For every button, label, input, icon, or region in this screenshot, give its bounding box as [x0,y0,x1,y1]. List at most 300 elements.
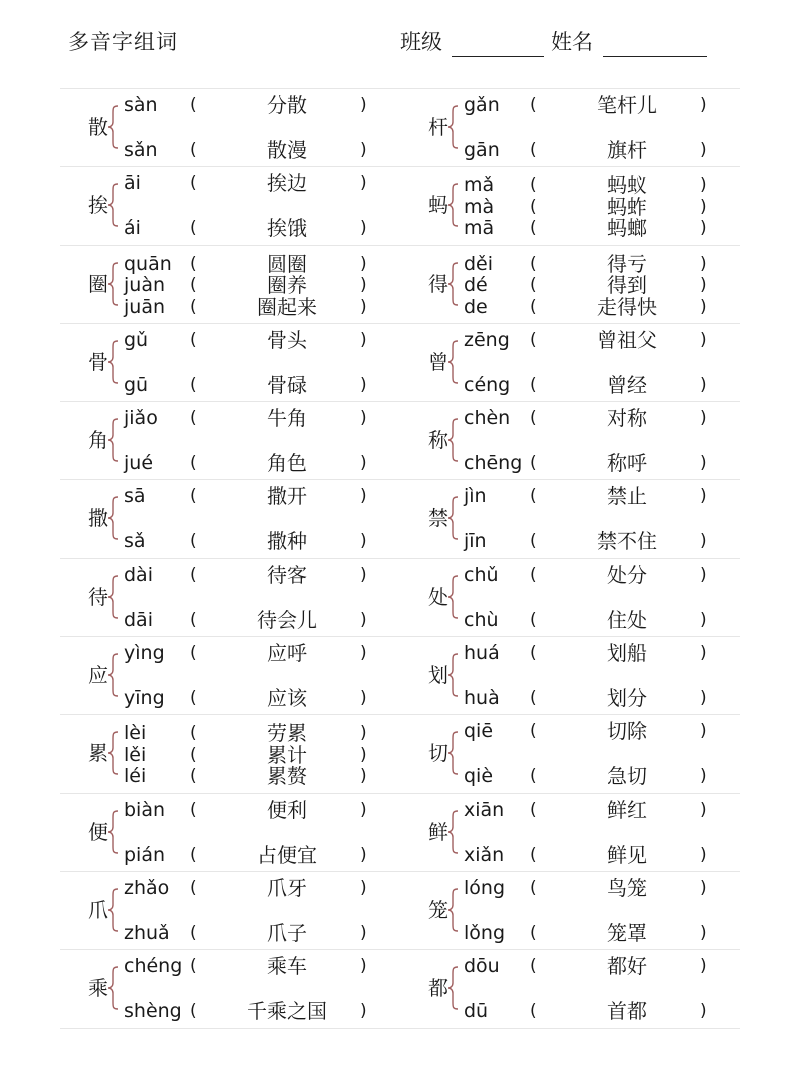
pinyin: quān [124,252,172,275]
close-paren: ) [360,140,367,160]
pinyin: chēng [464,452,523,475]
polyphone-entry [60,246,400,323]
open-paren: ( [530,688,537,709]
word-answer[interactable]: 骨碌 [267,372,307,397]
reading-line [464,563,734,587]
polyphone-entry [400,637,740,714]
polyphone-entry [60,402,400,479]
reading-line [464,529,734,553]
open-paren: ( [190,723,197,744]
open-paren: ( [190,95,197,115]
reading-line [124,999,394,1023]
close-paren: ) [360,1001,367,1022]
pinyin: yìng [124,642,165,665]
close-paren: ) [360,531,367,552]
curly-brace-icon [446,340,460,384]
close-paren: ) [700,956,707,977]
word-answer[interactable]: 待会儿 [257,607,317,632]
pinyin: juàn [124,274,166,297]
close-paren: ) [700,453,707,474]
open-paren: ( [190,218,197,239]
open-paren: ( [190,275,197,296]
word-answer[interactable]: 圆圈 [267,251,307,276]
reading-line [464,195,734,219]
open-paren: ( [530,877,537,898]
open-paren: ( [190,564,197,585]
table-row [60,794,740,872]
word-answer[interactable]: 撒种 [267,529,307,554]
word-answer[interactable]: 都好 [607,954,647,979]
open-paren: ( [190,688,197,709]
pinyin: lóng [464,876,506,899]
reading-line [464,764,734,788]
pinyin: lǒng [464,921,506,944]
reading-line [464,719,734,743]
polyphone-character: 圈 [88,271,108,296]
close-paren: ) [700,296,707,317]
reading-line [124,921,394,945]
word-answer[interactable]: 鸟笼 [607,875,647,900]
open-paren: ( [190,173,197,194]
pinyin: xiǎn [464,843,505,866]
polyphone-character: 得 [428,271,448,296]
open-paren: ( [190,956,197,977]
pinyin: zēng [464,328,510,351]
pinyin: lěi [124,743,147,766]
word-answer[interactable]: 划分 [607,686,647,711]
pinyin: qiē [464,720,494,743]
polyphone-character: 划 [428,663,448,688]
word-answer[interactable]: 对称 [607,406,647,431]
table-row [60,324,740,402]
reading-line [124,216,394,240]
word-answer[interactable]: 走得快 [597,294,657,319]
curly-brace-icon [446,888,460,932]
reading-line [464,451,734,475]
word-answer[interactable]: 处分 [607,562,647,587]
close-paren: ) [360,799,367,820]
close-paren: ) [700,1001,707,1022]
close-paren: ) [360,877,367,898]
pinyin: huà [464,687,500,710]
polyphone-entry [60,794,400,871]
curly-brace-icon [106,653,120,697]
polyphone-entry [60,715,400,792]
reading-line [464,328,734,352]
reading-line [464,216,734,240]
polyphone-character: 便 [88,819,108,844]
pinyin: gǎn [464,94,500,116]
polyphone-entry [400,324,740,401]
pinyin: mà [464,195,495,218]
open-paren: ( [190,374,197,395]
open-paren: ( [190,329,197,350]
word-answer[interactable]: 称呼 [607,451,647,476]
curly-brace-icon [106,888,120,932]
open-paren: ( [190,453,197,474]
open-paren: ( [530,275,537,296]
pinyin: āi [124,172,141,195]
table-row [60,246,740,324]
open-paren: ( [530,766,537,787]
open-paren: ( [530,844,537,865]
polyphone-entry [60,950,400,1027]
polyphone-entry [60,637,400,714]
close-paren: ) [700,275,707,296]
close-paren: ) [700,609,707,630]
close-paren: ) [700,564,707,585]
word-answer[interactable]: 曾经 [607,372,647,397]
reading-line [464,273,734,297]
reading-line [464,373,734,397]
close-paren: ) [700,643,707,664]
word-answer[interactable]: 住处 [607,607,647,632]
polyphone-entry [60,480,400,557]
word-answer[interactable]: 散漫 [267,138,307,162]
word-answer[interactable]: 鲜见 [607,842,647,867]
open-paren: ( [530,175,537,196]
pinyin: dài [124,563,153,586]
open-paren: ( [190,296,197,317]
table-row [60,950,740,1028]
reading-line [464,93,734,117]
pinyin: jìn [464,485,487,508]
open-paren: ( [530,643,537,664]
reading-line [124,295,394,319]
reading-line [464,173,734,197]
open-paren: ( [530,564,537,585]
close-paren: ) [360,253,367,274]
word-answer[interactable]: 蚂螂 [607,216,647,241]
polyphone-entry [400,715,740,792]
word-answer[interactable]: 蚂蚁 [607,173,647,198]
polyphone-entry [400,559,740,636]
polyphone-character: 都 [428,976,448,1001]
open-paren: ( [530,253,537,274]
close-paren: ) [700,408,707,429]
pinyin: chù [464,608,499,631]
close-paren: ) [360,688,367,709]
polyphone-character: 散 [88,115,108,139]
polyphone-character: 鲜 [428,819,448,844]
open-paren: ( [190,744,197,765]
word-answer[interactable]: 得亏 [607,251,647,276]
polyphone-entry [400,950,740,1027]
close-paren: ) [700,175,707,196]
curly-brace-icon [446,183,460,227]
polyphone-entry [60,167,400,244]
word-answer[interactable]: 挨边 [267,171,307,196]
pinyin: ái [124,217,141,240]
reading-line [124,608,394,632]
pinyin: mā [464,217,495,240]
reading-line [124,843,394,867]
curly-brace-icon [106,496,120,540]
open-paren: ( [190,408,197,429]
polyphone-entry [400,794,740,871]
close-paren: ) [360,329,367,350]
curly-brace-icon [106,183,120,227]
polyphone-character: 笼 [428,897,448,922]
pinyin: juān [124,295,166,318]
reading-line [464,608,734,632]
polyphone-entry [60,324,400,401]
close-paren: ) [700,218,707,239]
pinyin: yīng [124,687,165,710]
pinyin: sǎn [124,139,158,161]
open-paren: ( [190,643,197,664]
reading-line [124,451,394,475]
reading-line [124,328,394,352]
reading-line [464,921,734,945]
polyphone-character: 乘 [88,976,108,1001]
word-answer[interactable]: 挨饿 [267,216,307,241]
curly-brace-icon [106,731,120,775]
close-paren: ) [360,173,367,194]
word-answer[interactable]: 旗杆 [607,138,647,162]
reading-line [464,999,734,1023]
open-paren: ( [530,453,537,474]
pinyin: lèi [124,722,147,745]
pinyin: dōu [464,955,500,978]
open-paren: ( [530,922,537,943]
curly-brace-icon [446,653,460,697]
reading-line [124,563,394,587]
word-answer[interactable]: 劳累 [267,721,307,746]
close-paren: ) [700,688,707,709]
close-paren: ) [360,453,367,474]
open-paren: ( [190,486,197,507]
pinyin: de [464,295,488,318]
reading-line [124,529,394,553]
close-paren: ) [360,296,367,317]
curly-brace-icon [106,966,120,1010]
word-answer[interactable]: 应该 [267,686,307,711]
reading-line [124,641,394,665]
close-paren: ) [360,956,367,977]
word-answer[interactable]: 首都 [607,999,647,1024]
class-blank[interactable] [452,56,544,57]
open-paren: ( [190,799,197,820]
reading-line [124,743,394,767]
word-answer[interactable]: 蚂蚱 [607,194,647,219]
pinyin: huá [464,642,500,665]
reading-line [464,686,734,710]
pinyin: xiān [464,798,505,821]
word-answer[interactable]: 鲜红 [607,797,647,822]
open-paren: ( [530,609,537,630]
word-answer[interactable]: 划船 [607,641,647,666]
close-paren: ) [700,196,707,217]
table-row [60,480,740,558]
curly-brace-icon [106,262,120,306]
reading-line [124,721,394,745]
pinyin: céng [464,373,511,396]
curly-brace-icon [446,496,460,540]
word-answer[interactable]: 撒开 [267,484,307,509]
polyphone-character: 称 [428,428,448,453]
word-answer[interactable]: 乘车 [267,954,307,979]
word-answer[interactable]: 骨头 [267,327,307,352]
close-paren: ) [360,374,367,395]
open-paren: ( [530,95,537,115]
open-paren: ( [530,531,537,552]
polyphone-entry [400,402,740,479]
word-answer[interactable]: 待客 [267,562,307,587]
close-paren: ) [360,408,367,429]
pinyin: zhǎo [124,876,170,899]
pinyin: shèng [124,1000,182,1023]
polyphone-character: 角 [88,428,108,453]
polyphone-character: 处 [428,584,448,609]
table-row [60,715,740,793]
pinyin: jué [124,452,154,475]
pinyin: léi [124,765,147,788]
word-answer[interactable]: 爪牙 [267,875,307,900]
word-answer[interactable]: 禁不住 [597,529,657,554]
word-answer[interactable]: 切除 [607,719,647,744]
page-title: 多音字组词 [68,30,178,54]
reading-line [464,406,734,430]
reading-line [464,798,734,822]
polyphone-entry [400,246,740,323]
word-answer[interactable]: 圈起来 [257,294,317,319]
reading-line [464,252,734,276]
table-row [60,167,740,245]
word-answer[interactable]: 牛角 [267,406,307,431]
reading-line [464,484,734,508]
word-answer[interactable]: 分散 [267,93,307,117]
word-answer[interactable]: 累赘 [267,764,307,789]
polyphone-character: 待 [88,584,108,609]
pinyin: dāi [124,608,153,631]
pinyin: pián [124,843,166,866]
reading-line [124,876,394,900]
open-paren: ( [190,844,197,865]
open-paren: ( [190,877,197,898]
polyphone-entry [400,480,740,557]
close-paren: ) [700,844,707,865]
word-answer[interactable]: 角色 [267,451,307,476]
curly-brace-icon [106,340,120,384]
close-paren: ) [360,486,367,507]
reading-line [124,171,394,195]
pinyin: dé [464,274,488,297]
word-answer[interactable]: 占便宜 [257,842,317,867]
open-paren: ( [190,766,197,787]
pinyin: mǎ [464,174,495,197]
word-answer[interactable]: 应呼 [267,641,307,666]
polyphone-character: 爪 [88,897,108,922]
reading-line [124,373,394,397]
open-paren: ( [530,218,537,239]
curly-brace-icon [446,418,460,462]
close-paren: ) [360,766,367,787]
close-paren: ) [360,275,367,296]
word-answer[interactable]: 得到 [607,273,647,298]
open-paren: ( [530,408,537,429]
close-paren: ) [360,564,367,585]
pinyin: chéng [124,955,183,978]
polyphone-character: 杆 [428,115,448,139]
class-label: 班级 [400,30,442,54]
pinyin: jīn [464,530,487,553]
close-paren: ) [700,922,707,943]
word-answer[interactable]: 笔杆儿 [597,93,657,117]
open-paren: ( [190,922,197,943]
word-answer[interactable]: 千乘之国 [247,999,327,1024]
open-paren: ( [530,1001,537,1022]
curly-brace-icon [106,418,120,462]
word-answer[interactable]: 禁止 [607,484,647,509]
open-paren: ( [190,609,197,630]
open-paren: ( [190,531,197,552]
pinyin: gǔ [124,328,149,351]
open-paren: ( [190,253,197,274]
table-row [60,89,740,167]
polyphone-character: 切 [428,741,448,766]
polyphone-entry [400,89,740,166]
curly-brace-icon [446,575,460,619]
close-paren: ) [700,253,707,274]
close-paren: ) [700,877,707,898]
reading-line [124,252,394,276]
word-answer[interactable]: 累计 [267,742,307,767]
polyphone-entry [400,872,740,949]
polyphone-table [60,89,740,1029]
curly-brace-icon [106,575,120,619]
close-paren: ) [360,643,367,664]
pinyin: dū [464,1000,489,1023]
open-paren: ( [530,486,537,507]
word-answer[interactable]: 急切 [607,764,647,789]
reading-line [124,686,394,710]
word-answer[interactable]: 爪子 [267,920,307,945]
open-paren: ( [530,329,537,350]
reading-line [464,843,734,867]
reading-line [124,138,394,162]
name-blank[interactable] [603,56,707,57]
reading-line [124,484,394,508]
close-paren: ) [360,723,367,744]
reading-line [464,641,734,665]
name-label: 姓名 [551,30,593,54]
polyphone-character: 累 [88,741,108,766]
close-paren: ) [700,374,707,395]
word-answer[interactable]: 圈养 [267,273,307,298]
word-answer[interactable]: 曾祖父 [597,327,657,352]
open-paren: ( [530,799,537,820]
close-paren: ) [700,140,707,160]
polyphone-entry [60,559,400,636]
polyphone-character: 曾 [428,349,448,374]
word-answer[interactable]: 便利 [267,797,307,822]
open-paren: ( [530,140,537,160]
table-row [60,637,740,715]
close-paren: ) [700,329,707,350]
polyphone-character: 蚂 [428,193,448,218]
polyphone-character: 撒 [88,506,108,531]
close-paren: ) [700,486,707,507]
curly-brace-icon [446,731,460,775]
polyphone-character: 骨 [88,349,108,374]
word-answer[interactable]: 笼罩 [607,920,647,945]
polyphone-entry [60,872,400,949]
curly-brace-icon [446,966,460,1010]
reading-line [124,954,394,978]
polyphone-entry [400,167,740,244]
curly-brace-icon [446,105,460,149]
